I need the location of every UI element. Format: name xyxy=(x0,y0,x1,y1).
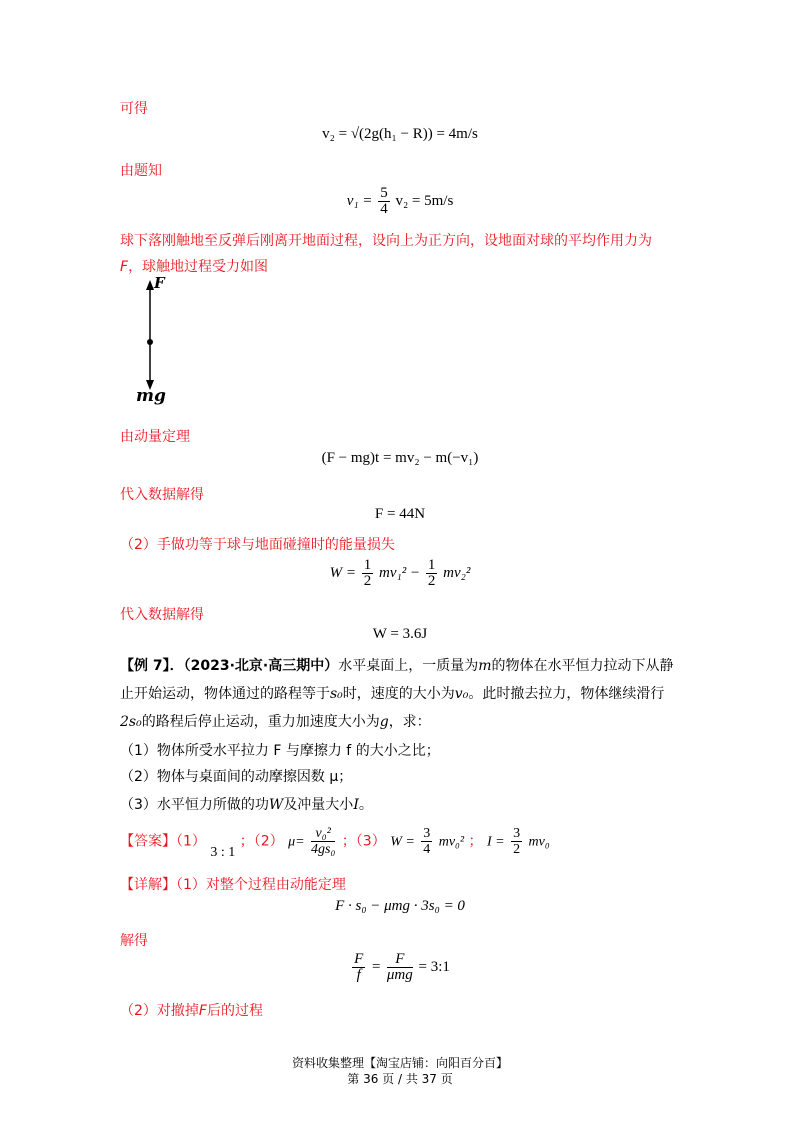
equation-v1 xyxy=(0,186,800,217)
text-momentum-theorem: 由动量定理 xyxy=(120,429,190,445)
detail-part2-b: 后的过程 xyxy=(206,1003,263,1019)
example-source: （2023·北京·高三期中） xyxy=(183,658,339,674)
q3-c: 。 xyxy=(358,797,373,813)
question-3 xyxy=(120,794,373,814)
text-substitute-1: 代入数据解得 xyxy=(120,487,204,503)
question-1: （1）物体所受水平拉力 F 与摩擦力 f 的大小之比； xyxy=(120,743,440,759)
eq2-fraction xyxy=(378,186,390,217)
footer-page-number: 第 36 页 / 共 37 页 xyxy=(347,1072,453,1086)
example-s0: s₀ xyxy=(330,686,343,702)
example-line3b: 的路程后停止运动，重力加速度大小为 xyxy=(141,714,380,730)
q3-I: I xyxy=(353,797,359,813)
equation-ratio xyxy=(0,952,800,983)
ball-point xyxy=(147,339,153,345)
arrow-up-icon xyxy=(146,280,154,290)
example-line2b: 时，速度的大小为 xyxy=(342,686,455,702)
i-num: 3 xyxy=(513,826,521,841)
answer-sep3: ； xyxy=(468,833,483,850)
eq2-lhs: v₁ = xyxy=(346,192,373,209)
eq5-frac2 xyxy=(426,558,438,589)
detail-tag: 【详解】（1）对整个过程由动能定理 xyxy=(120,877,346,893)
example-line2c: 。此时撤去拉力，物体继续滑行 xyxy=(468,686,665,702)
mu-num: v₀² xyxy=(311,826,335,842)
example-line-2 xyxy=(120,683,664,703)
text-substitute-2: 代入数据解得 xyxy=(120,607,204,623)
equation-momentum: (F − mg)t = mv₂ − m(−v₁) xyxy=(321,450,479,466)
w-num: 3 xyxy=(423,826,431,841)
eq5-n1: 1 xyxy=(363,557,372,573)
detail-part2 xyxy=(120,1000,263,1020)
eq8-n1: F xyxy=(354,951,364,967)
example-line3c: ，求： xyxy=(388,714,431,730)
footer-source: 资料收集整理【淘宝店铺：向阳百分百】 xyxy=(291,1056,508,1070)
answer-sep2: ；（3） xyxy=(341,833,386,850)
label-mg: mg xyxy=(136,386,166,406)
equation-W xyxy=(0,558,800,589)
example-text2: 的物体在水平恒力拉动下从静 xyxy=(491,658,674,674)
eq5-frac1 xyxy=(362,558,374,589)
eq8-d1: f xyxy=(356,967,361,983)
paragraph-process-a: 球下落刚触地至反弹后刚离开地面过程，设向上为正方向，设地面对球的平均作用力为 xyxy=(120,233,652,249)
eq5-m1: mv₁² − xyxy=(379,564,421,581)
equation-v2: v₂ = √(2g(h₁ − R)) = 4m/s xyxy=(322,126,478,142)
eq5-m2: mv₂² xyxy=(443,564,471,581)
q3-W: W xyxy=(268,797,284,813)
answer-line xyxy=(120,826,550,858)
answer-i-frac xyxy=(511,826,522,857)
eq2-num: 5 xyxy=(380,185,388,201)
answer-w-rhs: mv₀² xyxy=(438,834,465,850)
var-F: F xyxy=(120,259,129,275)
example-2s0: 2s₀ xyxy=(120,714,142,730)
q3-a: （3）水平恒力所做的功 xyxy=(120,797,269,813)
answer-mu-lhs: μ= xyxy=(288,834,305,850)
text-you-ti-zhi: 由题知 xyxy=(120,163,162,179)
q3-b: 及冲量大小 xyxy=(283,797,354,813)
mu-den: 4gs₀ xyxy=(311,842,336,857)
example-line2a: 止开始运动，物体通过的路程等于 xyxy=(120,686,330,702)
answer-i-rhs: mv₀ xyxy=(528,834,550,850)
detail-part2-F: F xyxy=(198,1003,207,1019)
example-tag: 【例 7】． xyxy=(120,658,184,674)
answer-sep1: ；（2） xyxy=(239,833,284,850)
equation-F: F = 44N xyxy=(374,506,426,522)
equation-W-value: W = 3.6J xyxy=(372,626,428,642)
text-part2-energy: （2）手做功等于球与地面碰撞时的能量损失 xyxy=(120,537,395,553)
eq8-frac2 xyxy=(387,952,413,983)
eq8-d2: μmg xyxy=(386,967,413,983)
answer-ratio: 3 : 1 xyxy=(210,844,236,860)
example-g: g xyxy=(379,714,389,730)
answer-i-lhs: I = xyxy=(487,834,505,850)
eq8-frac1 xyxy=(352,952,365,983)
equation-work-energy: F · s₀ − μmg · 3s₀ = 0 xyxy=(335,898,465,914)
eq5-d1: 2 xyxy=(363,573,372,589)
para-b-text: ，球触地过程受力如图 xyxy=(128,259,269,275)
i-den: 2 xyxy=(513,842,521,857)
answer-mu-frac xyxy=(311,826,335,857)
text-ke-de: 可得 xyxy=(120,101,148,117)
eq2-rhs: v₂ = 5m/s xyxy=(395,192,454,209)
example-line-1 xyxy=(120,655,674,675)
example-text1: 水平桌面上，一质量为 xyxy=(338,658,479,674)
text-solve: 解得 xyxy=(120,933,148,949)
eq2-den: 4 xyxy=(380,201,388,217)
detail-part2-a: （2）对撤掉 xyxy=(120,1003,199,1019)
eq8-rhs: = 3:1 xyxy=(418,958,450,975)
question-2: （2）物体与桌面间的动摩擦因数 μ； xyxy=(120,769,353,785)
example-line-3 xyxy=(120,711,431,731)
eq8-eq: = xyxy=(371,958,382,975)
eq8-n2: F xyxy=(387,952,413,968)
eq5-lhs: W = xyxy=(329,564,357,581)
answer-w-frac xyxy=(421,826,432,857)
eq5-d2: 2 xyxy=(427,573,436,589)
label-F: F xyxy=(154,274,165,292)
answer-w-lhs: W = xyxy=(390,834,415,850)
example-v0: v₀ xyxy=(454,686,469,702)
answer-tag: 【答案】（1） xyxy=(120,833,206,850)
paragraph-process-b xyxy=(120,256,268,276)
w-den: 4 xyxy=(423,842,431,857)
eq5-n2: 1 xyxy=(427,557,436,573)
example-m: m xyxy=(478,658,492,674)
